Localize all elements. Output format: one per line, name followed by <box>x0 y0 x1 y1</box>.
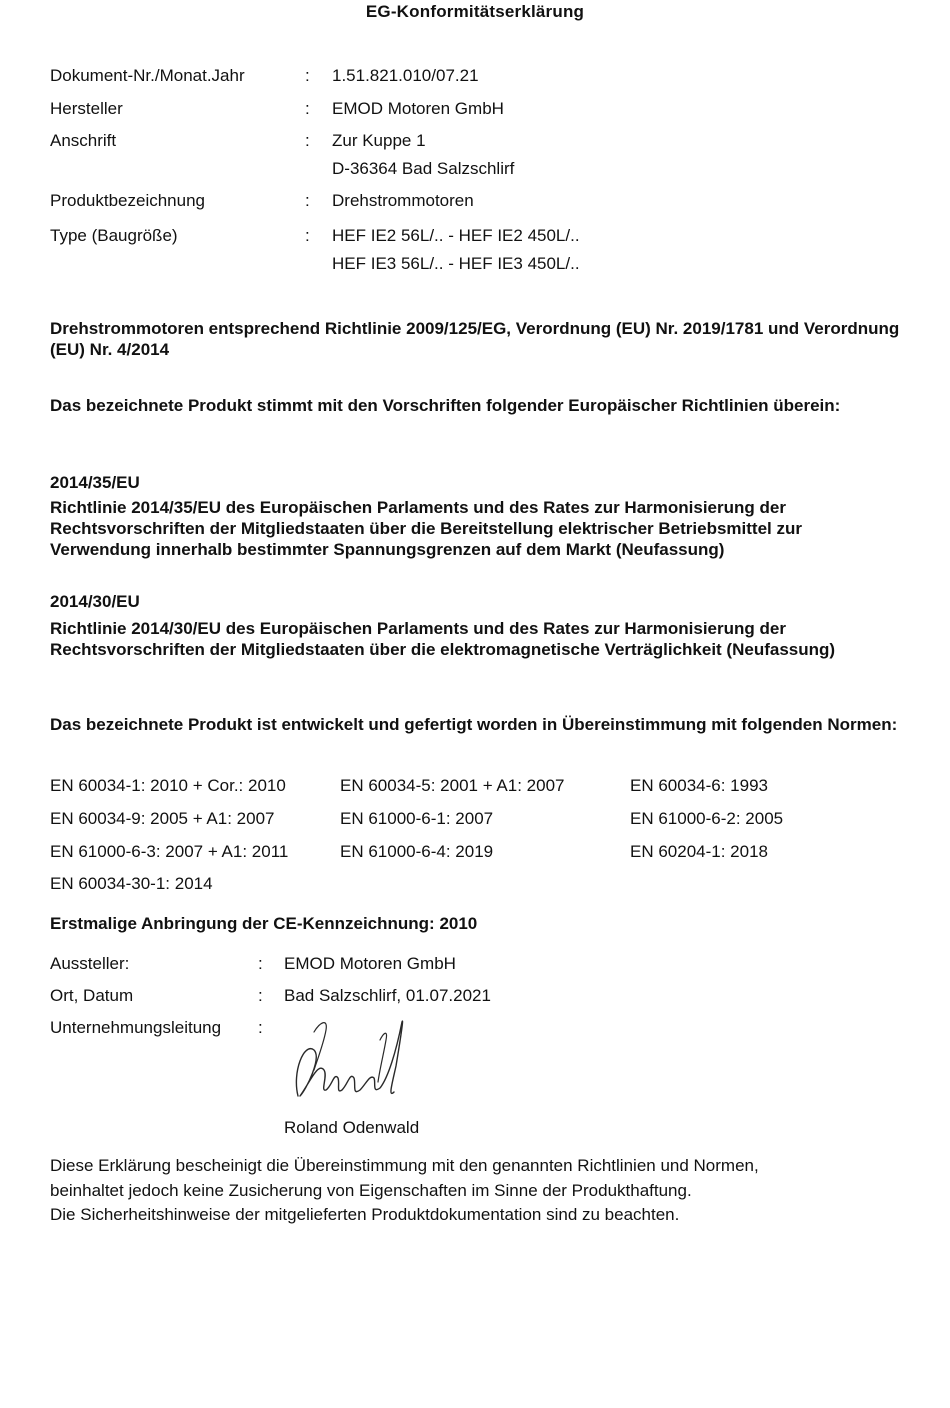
issuer-label: Aussteller: <box>50 954 130 973</box>
standard-item: EN 61000-6-3: 2007 + A1: 2011 <box>50 842 289 861</box>
field-value-product: Drehstrommotoren <box>332 191 474 210</box>
issuer-colon: : <box>258 954 263 973</box>
regulation-statement: Drehstrommotoren entsprechend Richtlinie 2009/125/EG, Verordnung (EU) Nr. 2019/1781 und Verordnung (EU) Nr. 4/2014 <box>50 319 900 359</box>
field-value-type-ie2: HEF IE2 56L/.. - HEF IE2 450L/.. <box>332 226 580 245</box>
footer-line: beinhaltet jedoch keine Zusicherung von Eigenschaften im Sinne der Produkthaftung. <box>50 1180 692 1200</box>
field-value-document-number: 1.51.821.010/07.21 <box>332 66 479 85</box>
field-label-document-number: Dokument-Nr./Monat.Jahr <box>50 66 245 85</box>
handwritten-signature <box>284 1012 424 1104</box>
standard-item: EN 60034-30-1: 2014 <box>50 874 213 893</box>
field-colon: : <box>305 66 310 85</box>
place-date-label: Ort, Datum <box>50 986 134 1005</box>
field-label-product: Produktbezeichnung <box>50 191 206 210</box>
directive-text: Richtlinie 2014/35/EU des Europäischen Parlaments und des Rates zur Harmonisierung der Rechtsvorschriften der Mitgliedstaaten über die Bereitstellung elektrischer Betriebsmittel zur Verwendung innerhalb bestimmter Spannungsgrenzen auf dem Markt (Neufassung) <box>50 498 802 559</box>
standard-item: EN 61000-6-2: 2005 <box>630 809 784 828</box>
field-colon: : <box>305 226 310 245</box>
document-title: EG-Konformitätserklärung <box>365 2 585 21</box>
place-date-value: Bad Salzschlirf, 01.07.2021 <box>284 986 491 1005</box>
standards-statement: Das bezeichnete Produkt ist entwickelt und gefertigt worden in Übereinstimmung mit folgenden Normen: <box>50 715 898 734</box>
conformity-statement: Das bezeichnete Produkt stimmt mit den Vorschriften folgender Europäischer Richtlinien überein: <box>50 396 841 415</box>
field-value-address-city: D-36364 Bad Salzschlirf <box>332 159 515 178</box>
standard-item: EN 60034-1: 2010 + Cor.: 2010 <box>50 776 286 795</box>
field-colon: : <box>305 131 310 150</box>
field-value-manufacturer: EMOD Motoren GmbH <box>332 99 504 118</box>
field-colon: : <box>305 191 310 210</box>
field-value-address-street: Zur Kuppe 1 <box>332 131 426 150</box>
standard-item: EN 60034-6: 1993 <box>630 776 768 795</box>
field-label-address: Anschrift <box>50 131 117 150</box>
field-label-manufacturer: Hersteller <box>50 99 123 118</box>
signatory-name: Roland Odenwald <box>284 1118 420 1137</box>
field-label-type: Type (Baugröße) <box>50 226 178 245</box>
management-colon: : <box>258 1018 263 1037</box>
directive-text: Richtlinie 2014/30/EU des Europäischen Parlaments und des Rates zur Harmonisierung der Rechtsvorschriften der Mitgliedstaaten über die elektromagnetische Verträglichkeit (Neufassung) <box>50 619 836 659</box>
directive-code: 2014/35/EU <box>50 473 140 492</box>
management-label: Unternehmungsleitung <box>50 1018 222 1037</box>
footer-line: Diese Erklärung bescheinigt die Übereinstimmung mit den genannten Richtlinien und Normen, <box>50 1156 759 1175</box>
footer-note <box>50 1154 910 1228</box>
standard-item: EN 60204-1: 2018 <box>630 842 768 861</box>
standard-item: EN 60034-5: 2001 + A1: 2007 <box>340 776 565 795</box>
ce-marking-statement: Erstmalige Anbringung der CE-Kennzeichnung: 2010 <box>50 914 478 933</box>
standard-item: EN 60034-9: 2005 + A1: 2007 <box>50 809 275 828</box>
standard-item: EN 61000-6-1: 2007 <box>340 809 494 828</box>
directive-code: 2014/30/EU <box>50 592 140 611</box>
field-colon: : <box>305 99 310 118</box>
standard-item: EN 61000-6-4: 2019 <box>340 842 494 861</box>
issuer-value: EMOD Motoren GmbH <box>284 954 456 973</box>
footer-line: Die Sicherheitshinweise der mitgelieferten Produktdokumentation sind zu beachten. <box>50 1205 680 1224</box>
place-date-colon: : <box>258 986 263 1005</box>
field-value-type-ie3: HEF IE3 56L/.. - HEF IE3 450L/.. <box>332 254 580 273</box>
